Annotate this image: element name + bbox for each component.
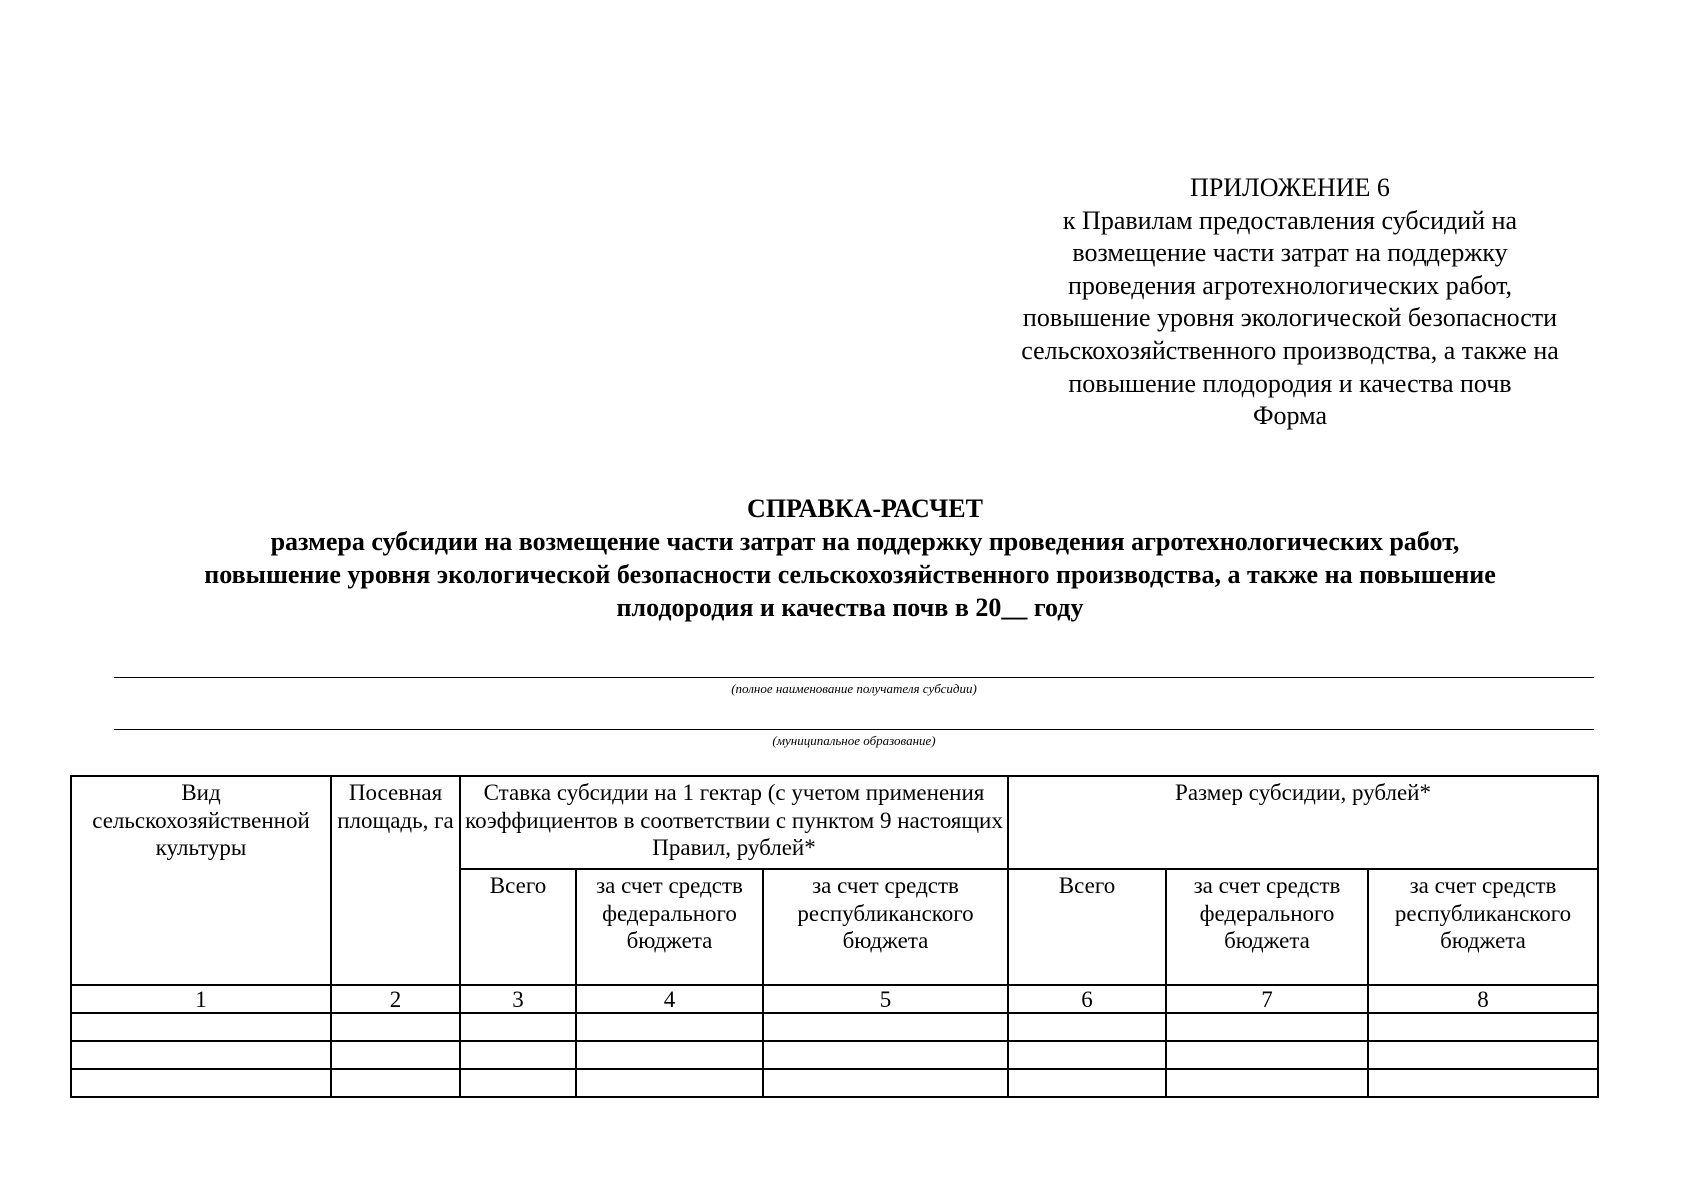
- header-rate-group: Ставка субсидии на 1 гектар (с учетом применения коэффициентов в соответствии с пунктом 9 настоящих Правил, рублей*: [460, 776, 1008, 869]
- table-cell[interactable]: [1166, 1013, 1368, 1041]
- title-line: плодородия и качества почв в 20__ году: [616, 593, 1084, 622]
- table-cell[interactable]: [1368, 1041, 1598, 1069]
- table-cell[interactable]: [763, 1041, 1008, 1069]
- table-cell[interactable]: [331, 1041, 460, 1069]
- form-label: Форма: [1253, 401, 1327, 431]
- table-cell[interactable]: [763, 1069, 1008, 1097]
- header-rate-total: Всего: [460, 869, 576, 985]
- municipality-caption: (муниципальное образование): [772, 733, 936, 748]
- table-cell[interactable]: [576, 1069, 763, 1097]
- document-title: [100, 492, 1600, 624]
- header-amount-federal: за счет средств федерального бюджета: [1166, 869, 1368, 985]
- column-number: 7: [1166, 985, 1368, 1013]
- column-number: 3: [460, 985, 576, 1013]
- appendix-text-line: повышение уровня экологической безопасности: [1022, 303, 1558, 333]
- table-cell[interactable]: [71, 1041, 331, 1069]
- column-number: 1: [71, 985, 331, 1013]
- table-cell[interactable]: [576, 1041, 763, 1069]
- title-line: повышение уровня экологической безопасности сельскохозяйственного производства, а также на повышение: [204, 560, 1496, 589]
- column-number: 2: [331, 985, 460, 1013]
- title-line: размера субсидии на возмещение части затрат на поддержку проведения агротехнологических работ,: [270, 527, 1460, 556]
- title-main: СПРАВКА-РАСЧЕТ: [747, 494, 983, 523]
- table-cell[interactable]: [71, 1069, 331, 1097]
- appendix-text-line: к Правилам предоставления субсидий на: [1062, 205, 1518, 235]
- header-amount-republic: за счет средств республиканского бюджета: [1368, 869, 1598, 985]
- header-amount-group: Размер субсидии, рублей*: [1008, 776, 1598, 869]
- header-culture: Вид сельскохозяйственной культуры: [71, 776, 331, 985]
- table-cell[interactable]: [1368, 1013, 1598, 1041]
- table-cell[interactable]: [331, 1013, 460, 1041]
- appendix-text-line: проведения агротехнологических работ,: [1067, 270, 1513, 300]
- recipient-name-caption: (полное наименование получателя субсидии): [731, 681, 977, 696]
- header-area: Посевная площадь, га: [331, 776, 460, 985]
- table-cell[interactable]: [1008, 1069, 1166, 1097]
- appendix-number: ПРИЛОЖЕНИЕ 6: [1190, 173, 1390, 202]
- appendix-header: [980, 172, 1600, 433]
- header-rate-republic: за счет средств республиканского бюджета: [763, 869, 1008, 985]
- table-cell[interactable]: [1008, 1013, 1166, 1041]
- header-rate-federal: за счет средств федерального бюджета: [576, 869, 763, 985]
- column-number: 6: [1008, 985, 1166, 1013]
- table-cell[interactable]: [460, 1041, 576, 1069]
- municipality-line[interactable]: [114, 729, 1594, 730]
- column-number-row: [71, 985, 1598, 1013]
- header-amount-total: Всего: [1008, 869, 1166, 985]
- table-cell[interactable]: [576, 1013, 763, 1041]
- table-row: [71, 1013, 1598, 1041]
- table-row: [71, 1041, 1598, 1069]
- table-cell[interactable]: [1368, 1069, 1598, 1097]
- recipient-name-line[interactable]: [114, 677, 1594, 678]
- appendix-text-line: возмещение части затрат на поддержку: [1072, 238, 1508, 268]
- table-cell[interactable]: [1166, 1069, 1368, 1097]
- table-cell[interactable]: [1008, 1041, 1166, 1069]
- table-cell[interactable]: [460, 1013, 576, 1041]
- appendix-text-line: повышение плодородия и качества почв: [1068, 368, 1512, 398]
- table-cell[interactable]: [71, 1013, 331, 1041]
- column-number: 8: [1368, 985, 1598, 1013]
- column-number: 4: [576, 985, 763, 1013]
- table-cell[interactable]: [1166, 1041, 1368, 1069]
- appendix-text-line: сельскохозяйственного производства, а также на: [1021, 335, 1559, 365]
- column-number: 5: [763, 985, 1008, 1013]
- table-row: [71, 1069, 1598, 1097]
- table-cell[interactable]: [460, 1069, 576, 1097]
- calculation-table: [70, 775, 1599, 1098]
- table-cell[interactable]: [763, 1013, 1008, 1041]
- table-cell[interactable]: [331, 1069, 460, 1097]
